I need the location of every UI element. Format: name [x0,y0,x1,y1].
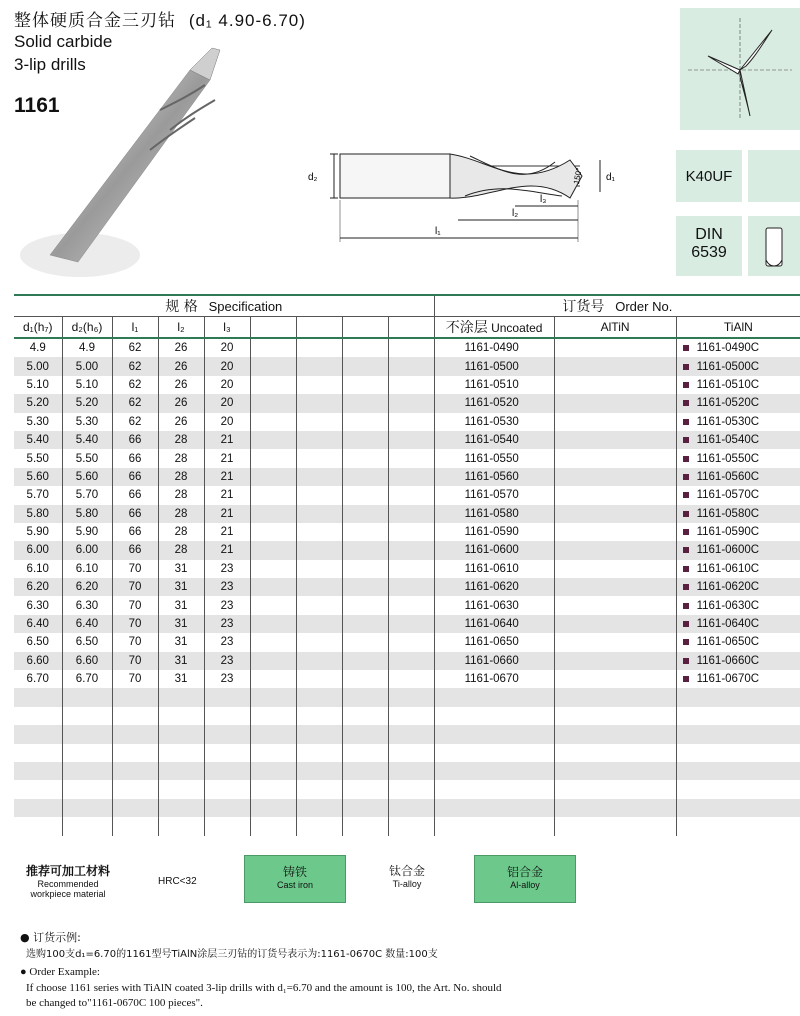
cell-d2: 6.10 [62,560,112,578]
coating-marker-icon [683,400,689,406]
cell-uncoated: 1161-0610 [434,560,554,578]
coating-marker-icon [683,658,689,664]
coating-marker-icon [683,419,689,425]
col-tialn: TiAlN [676,317,800,339]
product-code: 1161 [14,94,60,117]
title-chinese: 整体硬质合金三刃钻 (d₁ 4.90-6.70) [14,11,306,31]
cell-tialn: 1161-0580C [676,505,800,523]
table-row [14,394,800,412]
col-l2: l₂ [158,317,204,339]
cell-altin [554,486,676,504]
cell-l2: 28 [158,449,204,467]
cell-altin [554,505,676,523]
cell-altin [554,615,676,633]
cell-l2: 26 [158,376,204,394]
grade-panel [676,150,742,202]
cell-l2: 31 [158,633,204,651]
table-row-empty [14,762,800,780]
cell-l2: 31 [158,615,204,633]
cell-d2: 6.00 [62,541,112,559]
spec-header: 规 格 Specification [14,295,434,317]
cell-d1: 5.30 [14,413,62,431]
table-row [14,670,800,688]
cell-d2: 6.50 [62,633,112,651]
cell-tialn: 1161-0520C [676,394,800,412]
cell-l2: 31 [158,670,204,688]
cell-l2: 28 [158,486,204,504]
order-example-en-body-1: If choose 1161 series with TiAlN coated 3-lip drills with d₁=6.70 and the amount is 100, the Art. No. should [26,982,502,994]
cell-l1: 66 [112,431,158,449]
coating-marker-icon [683,456,689,462]
table-row [14,505,800,523]
cell-l3: 21 [204,486,250,504]
cell-d2: 5.70 [62,486,112,504]
table-row [14,431,800,449]
cell-altin [554,670,676,688]
cell-l1: 70 [112,652,158,670]
table-row [14,486,800,504]
cell-d1: 6.00 [14,541,62,559]
material-cast-iron: 铸铁 Cast iron [244,855,346,903]
table-row [14,376,800,394]
cell-altin [554,578,676,596]
cell-l2: 28 [158,541,204,559]
cell-d1: 6.50 [14,633,62,651]
col-altin: AlTiN [554,317,676,339]
cell-d1: 5.50 [14,449,62,467]
order-header: 订货号 Order No. [434,295,800,317]
col-uncoated: 不涂层 Uncoated [434,317,554,339]
cell-d1: 5.00 [14,357,62,375]
three-flute-cross-section-icon [680,8,800,130]
cell-uncoated: 1161-0660 [434,652,554,670]
table-row-empty [14,780,800,798]
cell-d1: 5.60 [14,468,62,486]
cell-l1: 70 [112,578,158,596]
cell-l3: 23 [204,670,250,688]
order-example-cn-title: ● 订货示例: [20,931,81,944]
cell-uncoated: 1161-0650 [434,633,554,651]
cell-d1: 6.10 [14,560,62,578]
cell-l3: 21 [204,431,250,449]
cell-tialn: 1161-0600C [676,541,800,559]
coating-marker-icon [683,676,689,682]
order-example-en-body-2: be changed to"1161-0670C 100 pieces". [26,997,203,1009]
cell-tialn: 1161-0550C [676,449,800,467]
order-example-cn-body: 选购100支d₁=6.70的1161型号TiAlN涂层三刃钻的订货号表示为:1161-0670C 数量:100支 [26,949,438,960]
cell-l2: 31 [158,578,204,596]
cross-section-panel [680,8,800,130]
coating-marker-icon [683,345,689,351]
drill-dimension-diagram [300,120,630,250]
standard-number: 6539 [691,244,727,261]
coating-marker-icon [683,621,689,627]
table-row [14,652,800,670]
recommended-material-label: 推荐可加工材料 Recommended workpiece material [25,864,110,899]
grade-panel-blank [748,150,800,202]
cell-d1: 6.30 [14,596,62,614]
cell-d2: 6.40 [62,615,112,633]
cell-d2: 5.30 [62,413,112,431]
specification-table [14,294,800,836]
cell-l3: 21 [204,541,250,559]
coating-marker-icon [683,547,689,553]
cell-l2: 28 [158,505,204,523]
cell-altin [554,413,676,431]
cell-uncoated: 1161-0560 [434,468,554,486]
material-al-alloy: 铝合金 Al-alloy [474,855,576,903]
dim-angle: 150° [572,167,584,185]
cell-altin [554,468,676,486]
cell-d1: 6.40 [14,615,62,633]
cell-l2: 31 [158,560,204,578]
cell-l3: 21 [204,523,250,541]
col-l1: l₁ [112,317,158,339]
cell-tialn: 1161-0640C [676,615,800,633]
table-row-empty [14,725,800,743]
cell-d2: 5.90 [62,523,112,541]
cell-l2: 26 [158,338,204,357]
cell-d1: 5.70 [14,486,62,504]
cell-tialn: 1161-0560C [676,468,800,486]
dim-d2: d₂ [308,172,318,183]
cell-l3: 23 [204,633,250,651]
cell-l3: 21 [204,468,250,486]
cell-uncoated: 1161-0540 [434,431,554,449]
table-row [14,596,800,614]
cell-d1: 5.20 [14,394,62,412]
cell-l3: 20 [204,413,250,431]
dim-l3: l₃ [540,194,547,205]
dim-l2: l₂ [512,208,519,219]
cell-d1: 4.9 [14,338,62,357]
cell-l3: 20 [204,357,250,375]
table-row [14,449,800,467]
cell-altin [554,449,676,467]
cell-uncoated: 1161-0550 [434,449,554,467]
cell-altin [554,357,676,375]
table-row [14,523,800,541]
coating-marker-icon [683,639,689,645]
cell-l2: 28 [158,523,204,541]
table-row-empty [14,688,800,706]
coating-marker-icon [683,566,689,572]
title-english-1: Solid carbide [14,32,113,51]
cell-tialn: 1161-0490C [676,338,800,357]
cell-l2: 31 [158,596,204,614]
cell-l3: 23 [204,560,250,578]
cell-d1: 6.20 [14,578,62,596]
cell-l3: 20 [204,338,250,357]
coating-marker-icon [683,364,689,370]
cell-l1: 62 [112,394,158,412]
cell-d2: 5.10 [62,376,112,394]
cell-l1: 66 [112,486,158,504]
table-row-empty [14,744,800,762]
table-row [14,633,800,651]
coating-marker-icon [683,584,689,590]
coating-marker-icon [683,511,689,517]
cylindrical-shank-icon [748,216,800,276]
cell-l3: 20 [204,376,250,394]
cell-d1: 5.90 [14,523,62,541]
cell-l3: 20 [204,394,250,412]
cell-altin [554,596,676,614]
cell-uncoated: 1161-0670 [434,670,554,688]
cell-tialn: 1161-0510C [676,376,800,394]
cell-altin [554,394,676,412]
cell-uncoated: 1161-0620 [434,578,554,596]
cell-tialn: 1161-0670C [676,670,800,688]
drill-photo [20,40,240,285]
cell-altin [554,633,676,651]
table-row [14,338,800,357]
cell-l2: 26 [158,413,204,431]
table-row [14,541,800,559]
table-row-empty [14,799,800,817]
title-english-2: 3-lip drills [14,55,86,74]
cell-tialn: 1161-0630C [676,596,800,614]
coating-marker-icon [683,492,689,498]
cell-l3: 21 [204,449,250,467]
hardness-limit: HRC<32 [158,876,197,887]
cell-l1: 66 [112,468,158,486]
cell-l1: 66 [112,541,158,559]
coating-marker-icon [683,437,689,443]
cell-tialn: 1161-0620C [676,578,800,596]
dim-l1: l₁ [435,226,441,237]
cell-uncoated: 1161-0580 [434,505,554,523]
cell-altin [554,541,676,559]
coating-marker-icon [683,529,689,535]
cell-l1: 66 [112,449,158,467]
cell-l3: 23 [204,578,250,596]
cell-d1: 6.60 [14,652,62,670]
table-row [14,357,800,375]
cell-d2: 6.30 [62,596,112,614]
cell-d2: 5.60 [62,468,112,486]
cell-tialn: 1161-0530C [676,413,800,431]
cell-d2: 5.00 [62,357,112,375]
cell-l2: 26 [158,394,204,412]
cell-l1: 62 [112,413,158,431]
cell-tialn: 1161-0660C [676,652,800,670]
cell-l3: 23 [204,652,250,670]
coating-marker-icon [683,382,689,388]
cell-d2: 5.80 [62,505,112,523]
cell-altin [554,560,676,578]
cell-uncoated: 1161-0500 [434,357,554,375]
cell-l3: 21 [204,505,250,523]
cell-tialn: 1161-0570C [676,486,800,504]
col-d2: d₂(h₆) [62,317,112,339]
carbide-grade: K40UF [685,168,733,185]
order-example-en-title: ● Order Example: [20,966,100,978]
coating-marker-icon [683,474,689,480]
cell-l1: 70 [112,670,158,688]
shank-panel [748,216,800,276]
cell-d2: 6.20 [62,578,112,596]
col-d1: d₁(h₇) [14,317,62,339]
cell-l1: 70 [112,615,158,633]
cell-tialn: 1161-0610C [676,560,800,578]
cell-l1: 62 [112,376,158,394]
standard-din: DIN [695,226,723,243]
cell-uncoated: 1161-0520 [434,394,554,412]
cell-d2: 4.9 [62,338,112,357]
cell-altin [554,376,676,394]
cell-l3: 23 [204,596,250,614]
cell-altin [554,652,676,670]
cell-uncoated: 1161-0490 [434,338,554,357]
table-row [14,578,800,596]
table-row [14,615,800,633]
cell-l1: 70 [112,633,158,651]
cell-l1: 70 [112,596,158,614]
table-row-empty [14,817,800,835]
table-row [14,468,800,486]
cell-l2: 28 [158,468,204,486]
cell-d2: 6.70 [62,670,112,688]
cell-tialn: 1161-0650C [676,633,800,651]
table-row [14,413,800,431]
cell-d2: 5.40 [62,431,112,449]
cell-uncoated: 1161-0640 [434,615,554,633]
col-l3: l₃ [204,317,250,339]
cell-tialn: 1161-0590C [676,523,800,541]
cell-d2: 5.50 [62,449,112,467]
cell-d1: 5.40 [14,431,62,449]
cell-l1: 66 [112,523,158,541]
cell-l1: 70 [112,560,158,578]
diameter-range: (d₁ 4.90-6.70) [188,11,306,30]
cell-tialn: 1161-0540C [676,431,800,449]
material-ti-alloy: 钛合金 Ti-alloy [388,864,425,889]
cell-l3: 23 [204,615,250,633]
cell-altin [554,431,676,449]
cell-l2: 31 [158,652,204,670]
cell-d2: 5.20 [62,394,112,412]
cell-l1: 62 [112,357,158,375]
cell-tialn: 1161-0500C [676,357,800,375]
cell-l1: 66 [112,505,158,523]
cell-altin [554,523,676,541]
standard-panel [676,216,742,276]
dim-d1: d₁ [606,172,615,183]
cell-uncoated: 1161-0590 [434,523,554,541]
cell-l2: 26 [158,357,204,375]
cell-altin [554,338,676,357]
cell-l2: 28 [158,431,204,449]
cell-uncoated: 1161-0510 [434,376,554,394]
coating-marker-icon [683,603,689,609]
cell-d1: 5.10 [14,376,62,394]
cell-uncoated: 1161-0630 [434,596,554,614]
cell-d1: 6.70 [14,670,62,688]
cell-uncoated: 1161-0530 [434,413,554,431]
cell-d2: 6.60 [62,652,112,670]
table-row [14,560,800,578]
table-row-empty [14,707,800,725]
cell-l1: 62 [112,338,158,357]
cell-uncoated: 1161-0570 [434,486,554,504]
cell-uncoated: 1161-0600 [434,541,554,559]
cell-d1: 5.80 [14,505,62,523]
